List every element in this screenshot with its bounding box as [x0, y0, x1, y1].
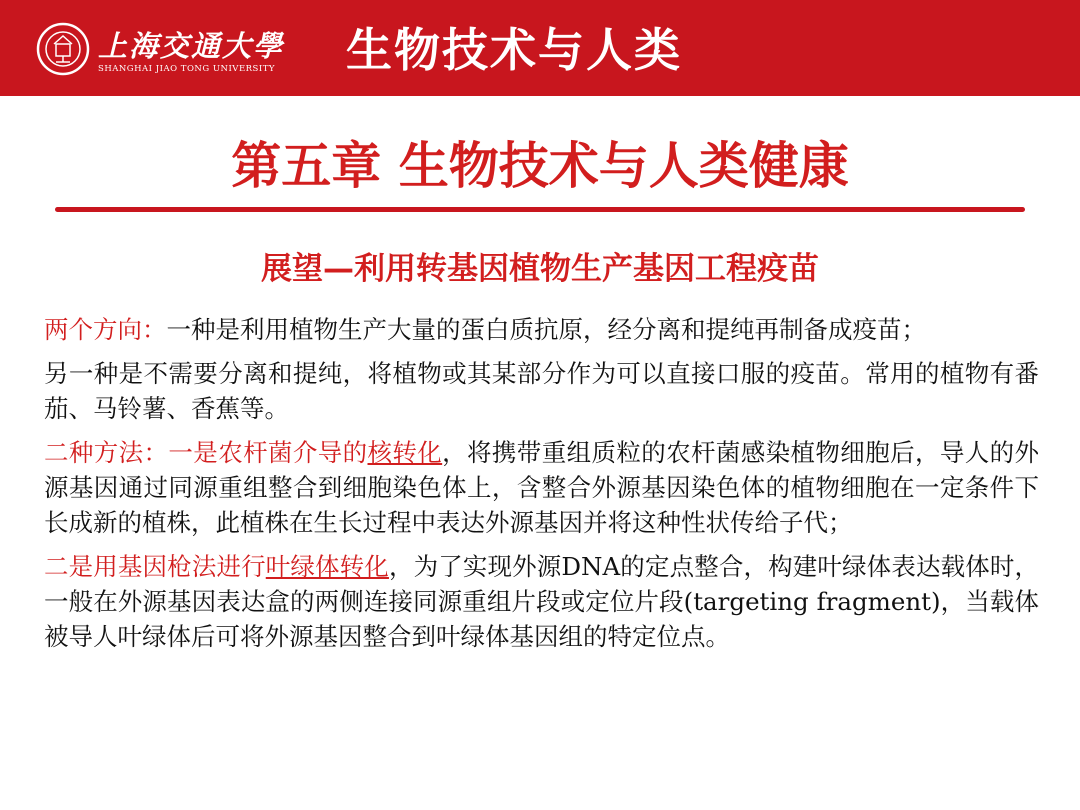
method-two-label: 二是用基因枪法进行 — [44, 552, 266, 581]
title-divider — [55, 207, 1025, 212]
oral-vaccine-text: 另一种是不需要分离和提纯，将植物或其某部分作为可以直接口服的疫苗。常用的植物有番茄、马铃薯、香蕉等。 — [44, 359, 1039, 423]
method-two-text: ，为了实现外源DNA的定点整合，构建叶绿体表达载体时，一般在外源基因表达盒的两侧连接同源重组片段或定位片段(targeting fragment)，当载体被导人叶绿体后可将外源基因整合到叶绿体基因组的特定位点。 — [44, 552, 1040, 651]
header-bar — [0, 0, 1080, 96]
university-logo — [36, 20, 286, 78]
paragraph-method-one — [44, 435, 1039, 540]
paragraph-directions — [44, 312, 1039, 347]
university-name-cn: 上海交通大學 — [98, 29, 285, 63]
method-one-label: 二种方法：一是农杆菌介导的 — [44, 438, 368, 467]
university-seal-icon — [36, 22, 90, 76]
course-title: 生物技术与人类 — [346, 23, 682, 77]
chloroplast-transformation-link[interactable]: 叶绿体转化 — [265, 552, 389, 581]
paragraph-oral-vaccine — [44, 356, 1039, 426]
university-name-en: SHANGHAI JIAO TONG UNIVERSITY — [98, 64, 276, 74]
paragraph-method-two — [44, 549, 1039, 654]
slide-subtitle: 展望—利用转基因植物生产基因工程疫苗 — [261, 251, 819, 287]
chapter-title: 第五章 生物技术与人类健康 — [231, 136, 849, 195]
method-one-text: ，将携带重组质粒的农杆菌感染植物细胞后，导人的外源基因通过同源重组整合到细胞染色体上，含整合外源基因染色体的植物细胞在一定条件下长成新的植株，此植株在生长过程中表达外源基因并将这种性状传给子代； — [44, 438, 1039, 537]
directions-label: 两个方向： — [44, 315, 167, 344]
nuclear-transformation-link[interactable]: 核转化 — [367, 438, 443, 467]
slide-body — [44, 312, 1039, 663]
directions-text: 一种是利用植物生产大量的蛋白质抗原，经分离和提纯再制备成疫苗； — [166, 315, 926, 344]
